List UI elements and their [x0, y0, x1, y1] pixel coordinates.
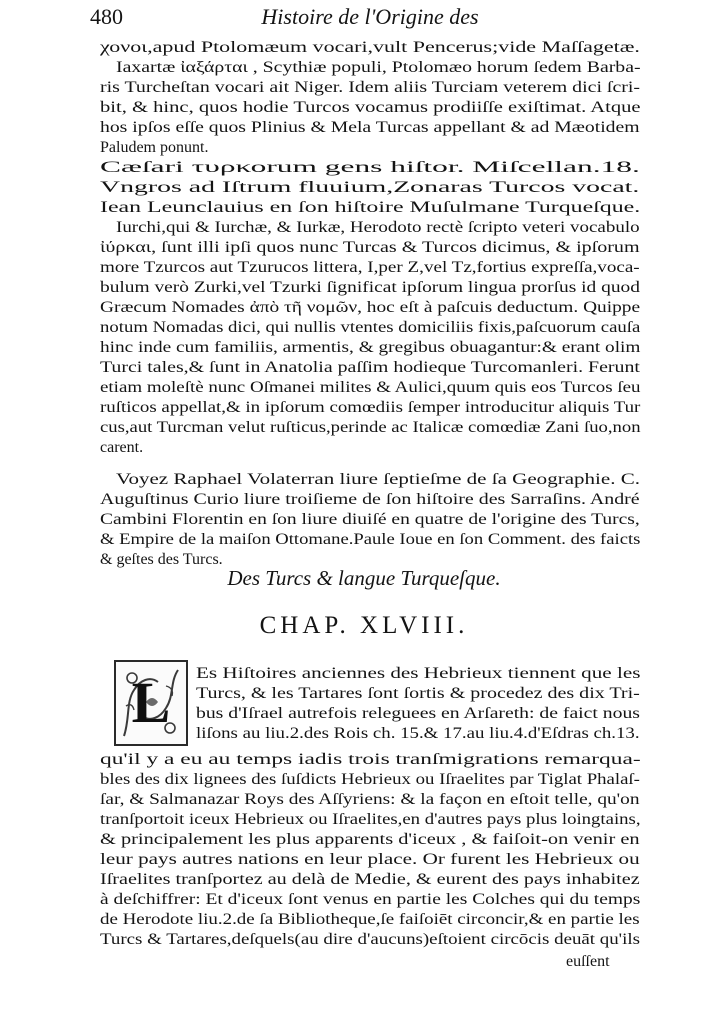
dropcap-letter: L: [131, 670, 171, 735]
text-line: more Tzurcos aut Tzurucos littera, I,per Z,vel Tz,fortius expreſſa,voca-: [100, 259, 640, 276]
chapter-line: à deſchiffrer: Et d'iceux ſont venus en partie les Colches qui du temps: [100, 891, 641, 908]
text-line: ris Turcheſtan vocari ait Niger. Idem aliis Turciam veterem dici ſcri-: [100, 79, 641, 96]
text-line: bulum verò Zurki,vel Tzurki ſignificat ipſorum lingua prorſus id quod: [100, 279, 640, 296]
text-line: Græcum Nomades ἀπὸ τῆ νομῶν, hoc eſt à paſcuis deductum. Quippe: [100, 299, 641, 316]
chapter-line: bles des dix lignees des ſuſdicts Hebrieux ou Iſraelites par Tiglat Phalaſ-: [100, 771, 640, 788]
text-line: & geſtes des Turcs.: [100, 551, 223, 568]
page-header: [90, 4, 650, 30]
chapter-line: de Herodote liu.2.de ſa Bibliotheque,ſe faiſoiēt circoncir,& en partie les: [100, 911, 640, 928]
chapter-line: liſons au liu.2.des Rois ch. 15.& 17.au liu.4.d'Eſdras ch.13.: [196, 725, 640, 742]
text-line: bit, & hinc, quos hodie Turcos vocamus prodiiſſe exiſtimat. Atque: [100, 99, 641, 116]
chapter-line: ſar, & Salmanazar Roys des Aſſyriens: & la façon en eſtoit telle, qu'on: [100, 791, 640, 808]
text-line: Paludem ponunt.: [100, 139, 209, 156]
chapter-line: Es Hiſtoires anciennes des Hebrieux tiennent que les: [196, 665, 641, 682]
chapter-line: tranſportoit iceux Hebrieux ou Iſraelites,en d'autres pays plus loingtains,: [100, 811, 641, 828]
text-line: Turci tales,& ſunt in Anatolia paſſim hodieque Turcomanleri. Ferunt: [100, 359, 640, 376]
chapter-title: CHAP. XLVIII.: [259, 612, 469, 639]
section-title: Des Turcs & langue Turqueſque.: [227, 566, 501, 590]
text-line: ἰύρκαι, ſunt illi ipſi quos nunc Turcas & Turcos dicimus, & ipſorum: [100, 239, 640, 256]
page-number: 480: [90, 4, 123, 29]
text-line: Iaxartæ ἰαξάρται , Scythiæ populi, Ptolomæo horum ſedem Barba-: [116, 59, 641, 76]
chapter-line: Iſraelites tranſportez au delà de Medie, & eurent des pays inhabitez: [100, 871, 640, 888]
text-line: χονοι,apud Ptolomæum vocari,vult Pencerus;vide Maſſagetæ.: [100, 39, 640, 56]
text-line: Auguſtinus Curio liure troiſieme de ſon hiſtoire des Sarraſins. André: [100, 491, 640, 508]
text-line: ruſticos appellat,& in ipſorum comœdiis ſemper introducitur aliquis Tur: [100, 399, 641, 416]
decorated-initial: [114, 660, 188, 746]
text-line: Vngros ad Iſtrum fluuium,Zonaras Turcos vocat.: [100, 179, 640, 196]
chapter-line: Turcs & Tartares,deſquels(au dire d'aucuns)eſtoient circōcis deuāt qu'ils: [100, 931, 640, 948]
text-line: Iurchi,qui & Iurchæ, & Iurkæ, Herodoto rectè ſcripto veteri vocabulo: [116, 219, 640, 236]
text-line: hinc inde cum familiis, armentis, & gregibus obuagantur:& erant olim: [100, 339, 641, 356]
text-line: Voyez Raphael Volaterran liure ſeptieſme de ſa Geographie. C.: [116, 471, 640, 488]
text-line: & Empire de la maiſon Ottomane.Paule Ioue en ſon Comment. des faicts: [100, 531, 641, 548]
chapter-line: qu'il y a eu au temps iadis trois tranſmigrations remarqua-: [100, 751, 641, 768]
text-line: carent.: [100, 439, 144, 456]
chapter-line: Turcs, & les Tartares ſont ſortis & procedez des dix Tri-: [196, 685, 640, 702]
text-line: notum Nomadas dici, qui nullis vtentes domiciliis fixis,paſcuorum cauſa: [100, 319, 641, 336]
text-line: cus,aut Turcman velut ruſticus,perinde ac Italicæ comœdiæ Zani ſuo,non: [100, 419, 641, 436]
text-line: Iean Leunclauius en ſon hiſtoire Muſulmane Turqueſque.: [100, 199, 641, 216]
text-line: Cæſari τυρκοrum gens hiſtor. Miſcellan.18.: [100, 159, 640, 176]
chapter-line: leur pays autres nations en leur place. Or furent les Hebrieux ou: [100, 851, 640, 868]
chapter-line: bus d'Iſrael autrefois releguees en Arſareth: de faict nous: [196, 705, 640, 722]
text-line: hos ipſos eſſe quos Plinius & Mela Turcas appellant & ad Mæotidem: [100, 119, 640, 136]
text-line: etiam moleſtè nunc Oſmanei milites & Aulici,quum quis eos Turcos ſeu: [100, 379, 641, 396]
text-line: Cambini Florentin en ſon liure diuiſé en quatre de l'origine des Turcs,: [100, 511, 640, 528]
catchword: euſſent: [566, 953, 610, 970]
chapter-line: & principalement les plus apparents d'iceux , & faiſoit-on venir en: [100, 831, 640, 848]
running-head: Histoire de l'Origine des: [261, 4, 479, 29]
